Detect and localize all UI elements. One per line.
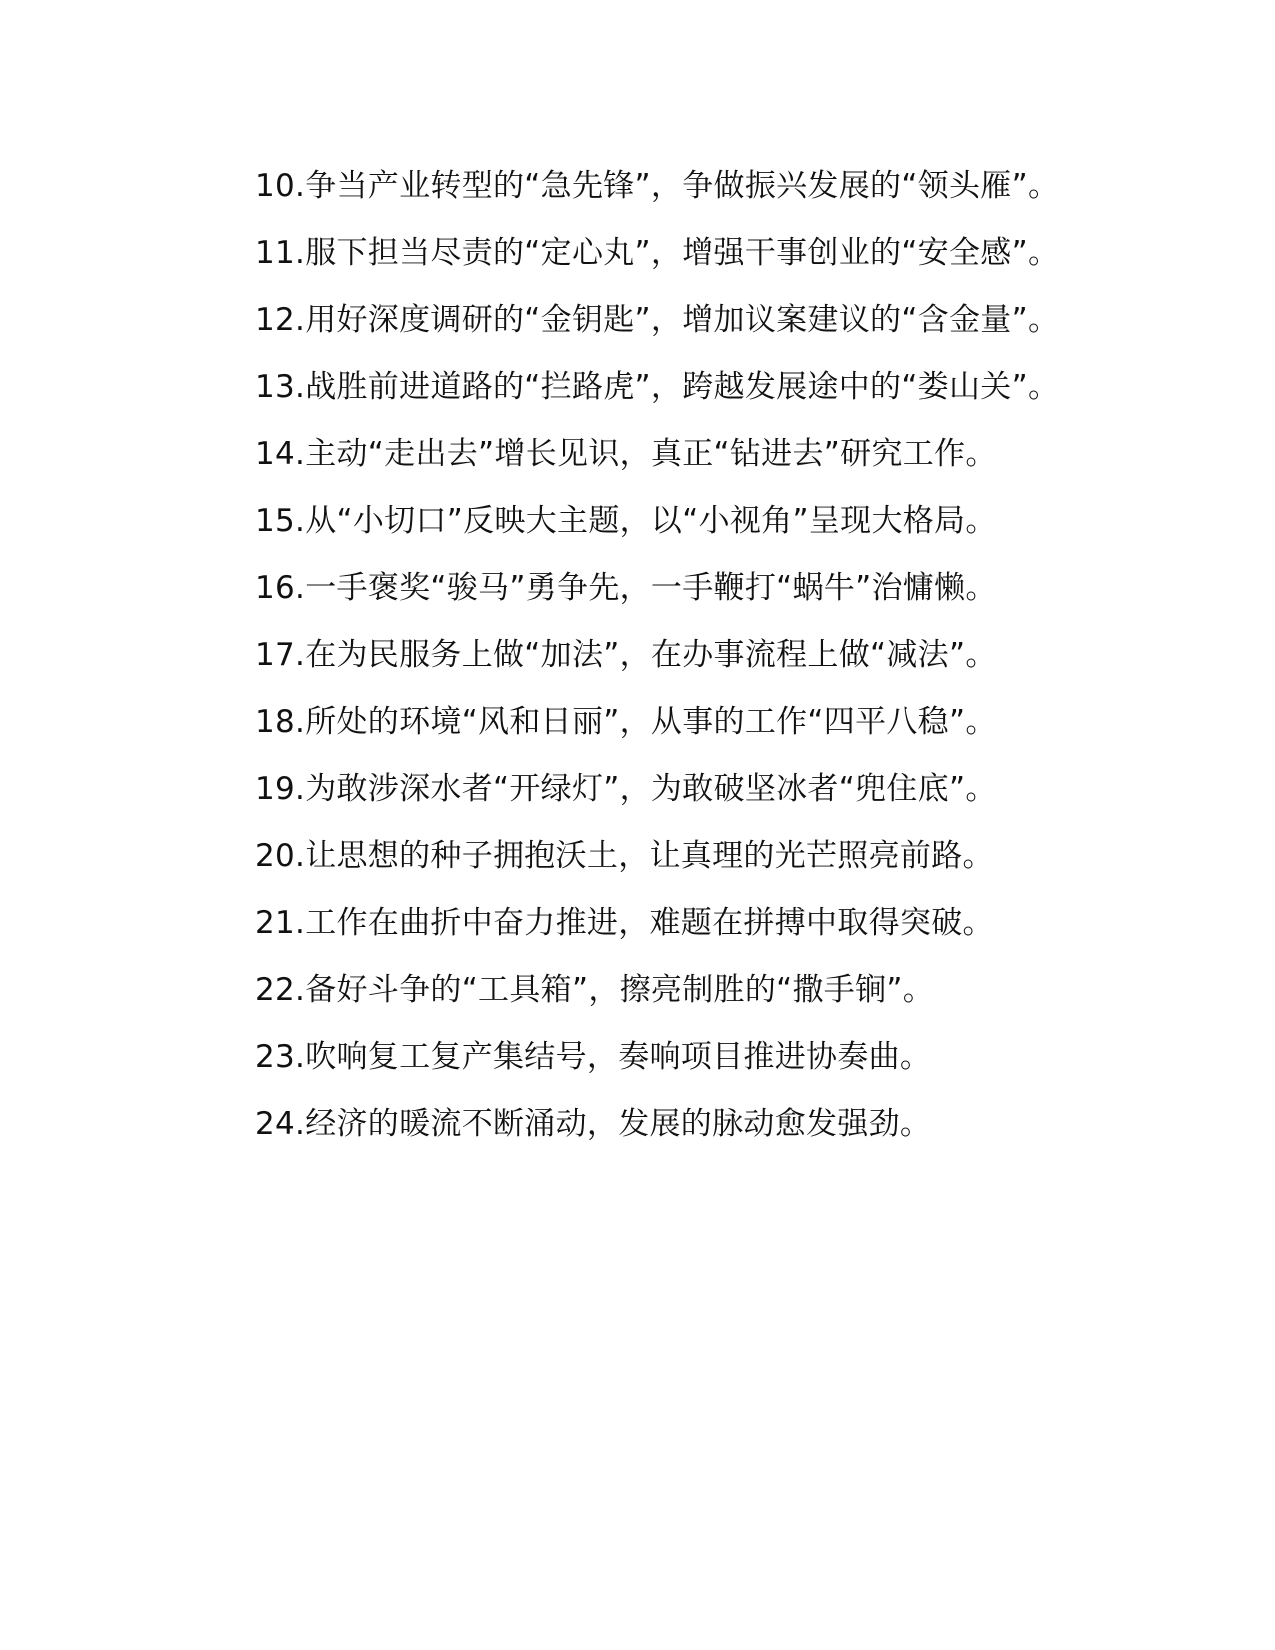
paragraph-11: 11.服下担当尽责的“定心丸”，增强干事创业的“安全感”。 [255, 235, 1060, 271]
paragraph-22: 22.备好斗争的“工具箱”，擦亮制胜的“撒手锏”。 [255, 972, 935, 1008]
paragraph-12: 12.用好深度调研的“金钥匙”，增加议案建议的“含金量”。 [255, 302, 1060, 338]
paragraph-21: 21.工作在曲折中奋力推进，难题在拼搏中取得突破。 [255, 905, 994, 941]
paragraph-23: 23.吹响复工复产集结号，奏响项目推进协奏曲。 [255, 1039, 932, 1075]
paragraph-20: 20.让思想的种子拥抱沃土，让真理的光芒照亮前路。 [255, 838, 994, 874]
paragraph-19: 19.为敢涉深水者“开绿灯”，为敢破坚冰者“兜住底”。 [255, 771, 997, 807]
paragraph-16: 16.一手褒奖“骏马”勇争先，一手鞭打“蜗牛”治慵懒。 [255, 570, 997, 606]
paragraph-10: 10.争当产业转型的“急先锋”，争做振兴发展的“领头雁”。 [255, 168, 1060, 204]
paragraph-24: 24.经济的暖流不断涌动，发展的脉动愈发强劲。 [255, 1106, 932, 1142]
paragraph-14: 14.主动“走出去”增长见识，真正“钻进去”研究工作。 [255, 436, 997, 472]
paragraph-15: 15.从“小切口”反映大主题，以“小视角”呈现大格局。 [255, 503, 997, 539]
document-body [188, 155, 1088, 1160]
paragraph-17: 17.在为民服务上做“加法”，在办事流程上做“减法”。 [255, 637, 997, 673]
paragraph-18: 18.所处的环境“风和日丽”，从事的工作“四平八稳”。 [255, 704, 997, 740]
paragraph-13: 13.战胜前进道路的“拦路虎”，跨越发展途中的“娄山关”。 [255, 369, 1060, 405]
